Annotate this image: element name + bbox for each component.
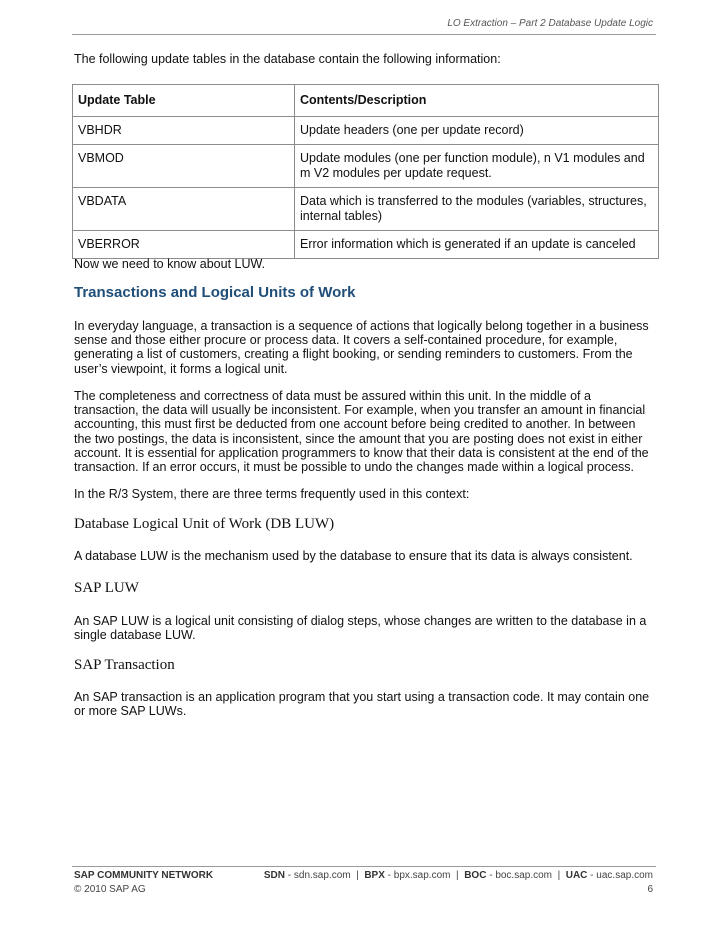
table-header-cell: Update Table (73, 85, 295, 117)
term-text-sap-luw: An SAP LUW is a logical unit consisting of dialog steps, whose changes are written to the database in a single database LUW. (74, 614, 647, 643)
after-table-text: Now we need to know about LUW. (74, 257, 266, 271)
update-tables-table (72, 84, 659, 259)
intro-text: The following update tables in the database contain the following information: (74, 52, 501, 66)
table-cell-desc: Update headers (one per update record) (295, 117, 659, 145)
table-cell-name: VBERROR (73, 231, 295, 259)
term-heading-sap-transaction: SAP Transaction (74, 657, 175, 673)
header-rule (72, 34, 656, 35)
table-cell-desc: Error information which is generated if an update is canceled (295, 231, 659, 259)
paragraph-consistency: The completeness and correctness of data must be assured within this unit. In the middle of a transaction, the data will usually be inconsistent. For example, when you transfer an amount in financial accounting, this must first be deducted from one account before being credited to another. In between the two postings, the data is inconsistent, since the amount that you are posting does not exist in either account. It is essential for application programmers to know that their data is consistent at the end of the transaction. If an error occurs, it must be possible to undo the changes made within a logical process. (74, 389, 649, 475)
term-heading-sap-luw: SAP LUW (74, 580, 139, 596)
table-cell-name: VBMOD (73, 145, 295, 188)
footer-link-label: UAC (565, 870, 588, 881)
table-cell-name: VBDATA (73, 188, 295, 231)
footer-copyright: © 2010 SAP AG (74, 884, 146, 895)
table-row (73, 188, 659, 231)
footer-link-label: BOC (464, 870, 487, 881)
table-cell-desc: Data which is transferred to the modules (variables, structures, internal tables) (295, 188, 659, 231)
table-row (73, 231, 659, 259)
term-text-db-luw: A database LUW is the mechanism used by the database to ensure that its data is always consistent. (74, 549, 633, 563)
footer-link[interactable]: bpx.sap.com (393, 870, 451, 881)
running-header: LO Extraction – Part 2 Database Update Logic (447, 18, 653, 29)
table-cell-name: VBHDR (73, 117, 295, 145)
paragraph-transaction: In everyday language, a transaction is a sequence of actions that logically belong together in a business sense and those either procure or process data. It covers a self-contained procedure, for example, generating a list of customers, creating a flight booking, or sending reminders to customers. From the user’s viewpoint, it forms a logical unit. (74, 319, 649, 376)
term-heading-db-luw: Database Logical Unit of Work (DB LUW) (74, 516, 335, 532)
footer-link-label: BPX (364, 870, 385, 881)
table-header-row (73, 85, 659, 117)
table-row (73, 145, 659, 188)
footer-links: SDN - sdn.sap.com | BPX - bpx.sap.com | BOC - boc.sap.com | UAC - uac.sap.com (263, 870, 653, 881)
term-text-sap-transaction: An SAP transaction is an application program that you start using a transaction code. It may contain one or more SAP LUWs. (74, 690, 650, 719)
paragraph-three-terms: In the R/3 System, there are three terms frequently used in this context: (74, 487, 470, 501)
footer-network-name: SAP COMMUNITY NETWORK (74, 870, 214, 881)
footer-link[interactable]: sdn.sap.com (293, 870, 351, 881)
section-heading: Transactions and Logical Units of Work (74, 284, 356, 301)
footer-link[interactable]: uac.sap.com (596, 870, 653, 881)
table-cell-desc: Update modules (one per function module), n V1 modules and m V2 modules per update request. (295, 145, 659, 188)
page-number: 6 (647, 884, 653, 895)
footer-link[interactable]: boc.sap.com (495, 870, 553, 881)
footer-link-label: SDN (263, 870, 285, 881)
table-row (73, 117, 659, 145)
table-header-cell: Contents/Description (295, 85, 659, 117)
footer-rule (72, 866, 656, 867)
